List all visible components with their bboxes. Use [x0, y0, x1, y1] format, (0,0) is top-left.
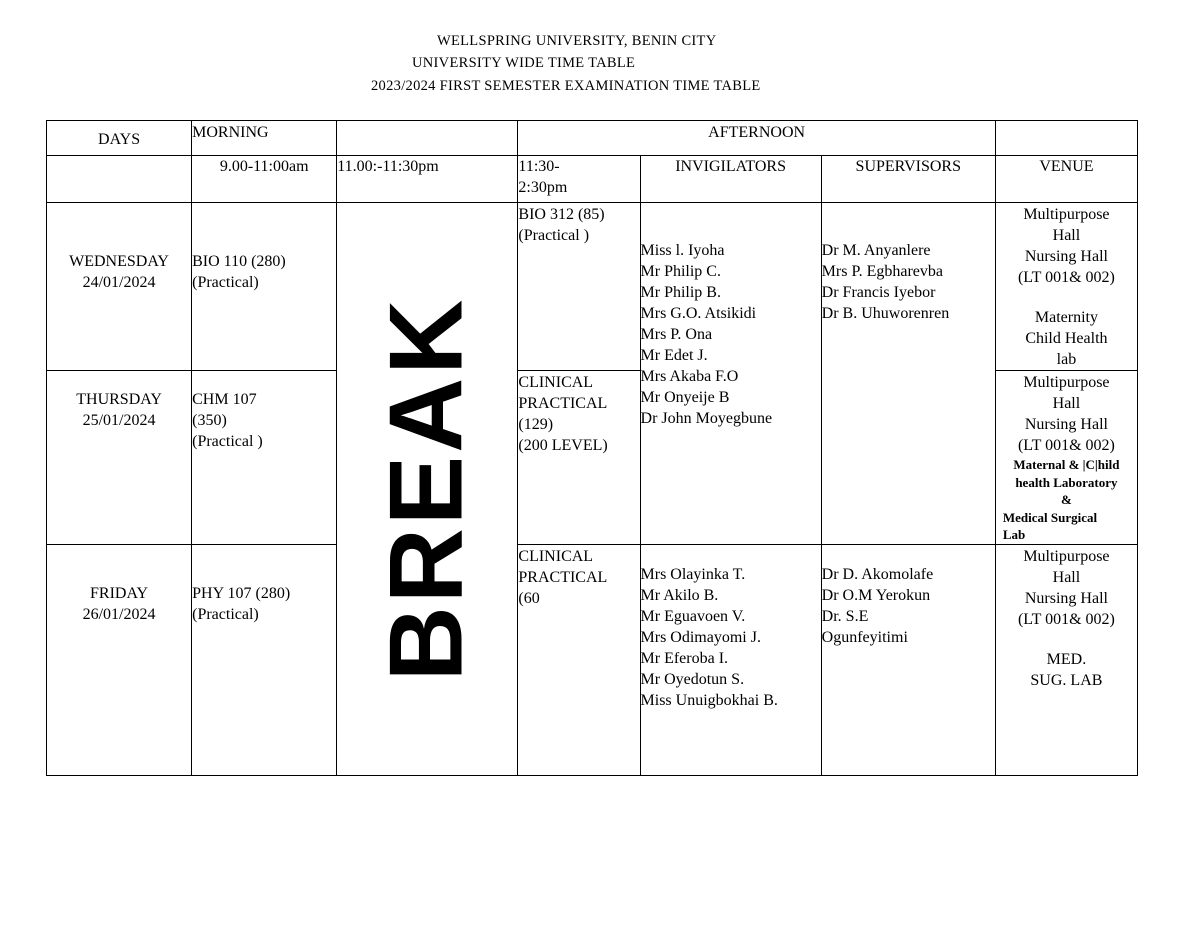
supervisor: Dr. S.E — [821, 607, 869, 625]
afternoon-exam-thursday: CLINICAL PRACTICAL (129) (200 LEVEL) — [518, 371, 640, 545]
invigilator: Mr Edet J. — [640, 347, 708, 364]
day-cell-friday: FRIDAY 26/01/2024 — [47, 544, 192, 775]
header-days-blank — [47, 156, 192, 203]
day-cell-thursday: THURSDAY 25/01/2024 — [47, 371, 192, 545]
invigilator: Mr Onyeije B — [640, 389, 730, 406]
invigilator: Mrs Olayinka T. — [640, 565, 746, 583]
morning-exam-friday: PHY 107 (280) (Practical) — [192, 544, 337, 775]
supervisor: Dr O.M Yerokun — [821, 586, 931, 604]
morning-exam-wednesday: BIO 110 (280) (Practical) — [192, 203, 337, 371]
venue-wednesday: Multipurpose Hall Nursing Hall (LT 001& 002) Maternity Child Health lab — [995, 203, 1137, 371]
invigilator: Mrs G.O. Atsikidi — [640, 305, 757, 322]
invigilator: Dr John Moyegbune — [640, 410, 773, 427]
header-morning-time: 9.00-11:00am — [192, 156, 337, 203]
supervisor: Mrs P. Egbharevba — [821, 263, 943, 280]
invigilator: Mrs Odimayomi J. — [640, 628, 761, 646]
supervisor: Dr D. Akomolafe — [821, 565, 934, 583]
header-afternoon: AFTERNOON — [518, 121, 995, 156]
header-blank — [337, 121, 518, 156]
timetable-title: UNIVERSITY WIDE TIME TABLE — [412, 55, 636, 71]
university-name: WELLSPRING UNIVERSITY, BENIN CITY — [437, 33, 717, 49]
venue-friday: Multipurpose Hall Nursing Hall (LT 001& 002) MED. SUG. LAB — [995, 544, 1137, 775]
supervisor: Dr B. Uhuworenren — [821, 305, 950, 322]
afternoon-exam-friday: CLINICAL PRACTICAL (60 — [518, 544, 640, 775]
invigilator: Mr Philip B. — [640, 284, 721, 301]
break-column — [337, 203, 518, 776]
afternoon-exam-wednesday: BIO 312 (85) (Practical ) — [518, 203, 640, 371]
invigilator: Miss Unuigbokhai B. — [640, 691, 778, 709]
header-break-time: 11.00:-11:30pm — [337, 156, 518, 203]
header-venue: VENUE — [995, 156, 1137, 203]
venue-thursday: Multipurpose Hall Nursing Hall (LT 001& 002) Maternal & |C|hild health Laboratory & Medical Surgical Lab — [995, 371, 1137, 545]
supervisors-group-2 — [821, 544, 995, 775]
exam-title: 2023/2024 FIRST SEMESTER EXAMINATION TIME TABLE — [371, 78, 761, 94]
invigilator: Mrs Akaba F.O — [640, 368, 739, 385]
break-label: BREAK — [368, 296, 485, 682]
invigilator: Mrs P. Ona — [640, 326, 713, 343]
header-morning: MORNING — [192, 121, 337, 156]
invigilator: Mr Eferoba I. — [640, 649, 729, 667]
invigilator: Mr Philip C. — [640, 263, 721, 280]
invigilators-group-1 — [640, 203, 821, 545]
invigilator: Mr Eguavoen V. — [640, 607, 746, 625]
supervisors-group-1 — [821, 203, 995, 545]
header-afternoon-time: 11:30- 2:30pm — [518, 156, 640, 203]
header-blank-venue — [995, 121, 1137, 156]
invigilator: Mr Akilo B. — [640, 586, 719, 604]
invigilator: Mr Oyedotun S. — [640, 670, 745, 688]
exam-timetable — [46, 120, 1138, 776]
header-invigilators: INVIGILATORS — [640, 156, 821, 203]
supervisor: Dr M. Anyanlere — [821, 242, 931, 259]
header-supervisors: SUPERVISORS — [821, 156, 995, 203]
supervisor: Ogunfeyitimi — [821, 628, 908, 646]
header-days: DAYS — [47, 121, 192, 156]
morning-exam-thursday: CHM 107 (350) (Practical ) — [192, 371, 337, 545]
day-cell-wednesday: WEDNESDAY 24/01/2024 — [47, 203, 192, 371]
invigilator: Miss l. Iyoha — [640, 242, 725, 259]
invigilators-group-2 — [640, 544, 821, 775]
supervisor: Dr Francis Iyebor — [821, 284, 936, 301]
